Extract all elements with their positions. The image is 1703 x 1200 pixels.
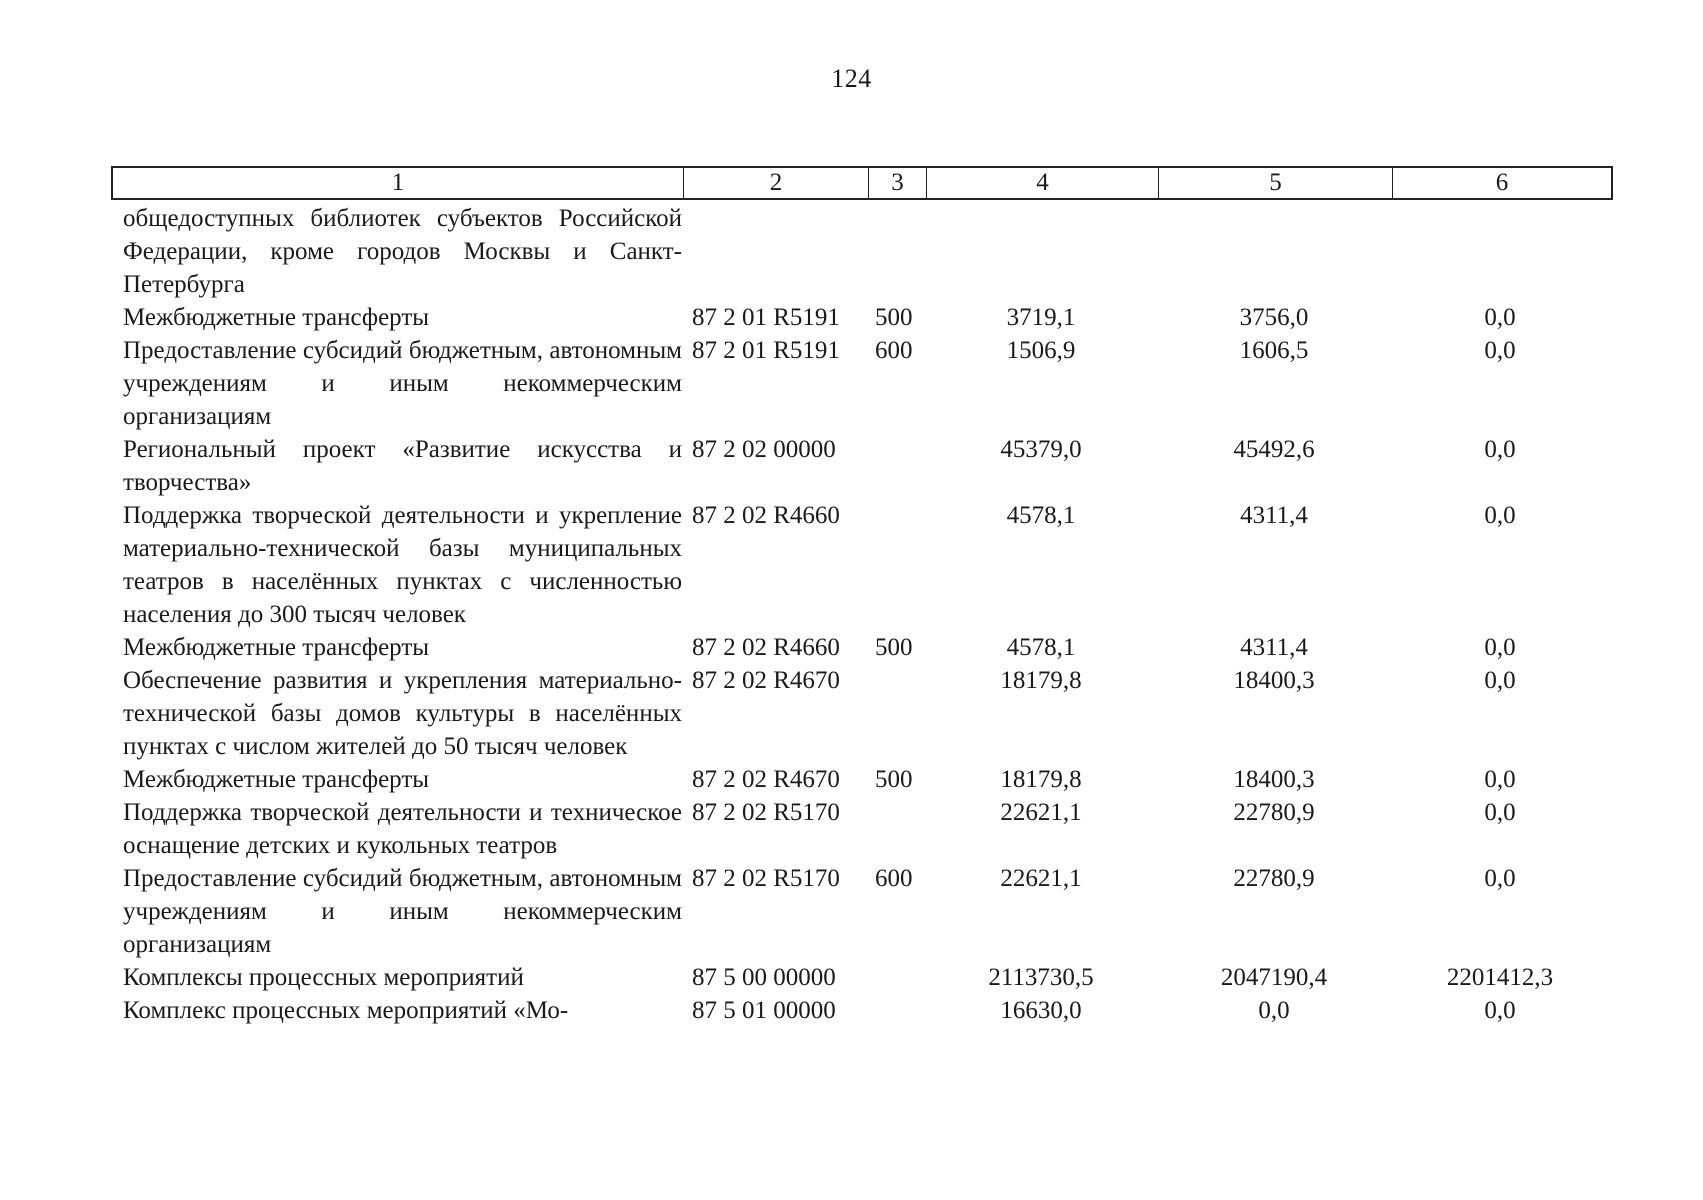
- row-value-2026: 0,0: [1484, 997, 1516, 1024]
- row-name: Обеспечение развития и укрепления материально-технической базы домов культуры в населённых пунктах с числом жителей до 50 тысяч человек: [123, 667, 682, 760]
- table-row: [111, 796, 1621, 862]
- row-value-2026: 0,0: [1484, 502, 1516, 529]
- row-code: 87 2 02 R4670: [692, 667, 840, 694]
- table-row: [111, 499, 1621, 631]
- header-col-5: 5: [1159, 168, 1393, 198]
- row-name: общедоступных библиотек субъектов Российской Федерации, кроме городов Москвы и Санкт-Петербурга: [123, 205, 682, 298]
- row-type: 600: [875, 337, 913, 364]
- row-name: Предоставление субсидий бюджетным, автономным учреждениям и иным некоммерческим организациям: [123, 865, 682, 958]
- table-header: [111, 166, 1613, 200]
- row-code: 87 2 01 R5191: [692, 304, 840, 331]
- row-type: [867, 202, 925, 301]
- header-col-1: 1: [113, 168, 684, 198]
- row-value-2026: 0,0: [1484, 865, 1516, 892]
- row-value-2024: 22621,1: [1000, 865, 1082, 892]
- row-value-2025: [1157, 202, 1391, 301]
- row-value-2025: 3756,0: [1239, 304, 1309, 331]
- row-name: Комплексы процессных мероприятий: [123, 964, 524, 991]
- row-name: Комплекс процессных мероприятий «Мо-: [123, 997, 569, 1024]
- row-name: Межбюджетные трансферты: [123, 304, 430, 331]
- row-value-2026: 0,0: [1484, 436, 1516, 463]
- row-code: 87 5 00 00000: [692, 964, 836, 991]
- row-value-2026: 0,0: [1484, 304, 1516, 331]
- row-value-2025: 45492,6: [1233, 436, 1315, 463]
- row-value-2026: 0,0: [1484, 634, 1516, 661]
- row-code: 87 5 01 00000: [692, 997, 836, 1024]
- row-value-2025: 22780,9: [1233, 799, 1315, 826]
- row-value-2025: 22780,9: [1233, 865, 1315, 892]
- row-value-2025: 4311,4: [1240, 502, 1308, 529]
- row-type: [867, 499, 925, 631]
- table-row: [111, 664, 1621, 763]
- row-value-2024: 4578,1: [1006, 502, 1076, 529]
- row-value-2025: 4311,4: [1240, 634, 1308, 661]
- row-code: [682, 202, 867, 301]
- row-code: 87 2 02 R4670: [692, 766, 840, 793]
- row-value-2026: 0,0: [1484, 799, 1516, 826]
- table-row: [111, 631, 1621, 664]
- row-type: [867, 796, 925, 862]
- row-value-2026: [1391, 202, 1609, 301]
- row-code: 87 2 02 R5170: [692, 865, 840, 892]
- table-row: [111, 994, 1621, 1027]
- table-row: [111, 763, 1621, 796]
- row-value-2025: 1606,5: [1239, 337, 1309, 364]
- row-value-2025: 18400,3: [1233, 766, 1315, 793]
- table-row: [111, 961, 1621, 994]
- table-row: [111, 202, 1621, 301]
- header-col-3: 3: [869, 168, 927, 198]
- row-value-2024: 16630,0: [1000, 997, 1082, 1024]
- row-value-2025: 0,0: [1258, 997, 1290, 1024]
- row-value-2024: 18179,8: [1000, 766, 1082, 793]
- table-row: [111, 433, 1621, 499]
- row-code: 87 2 02 R4660: [692, 502, 840, 529]
- row-type: 500: [875, 766, 913, 793]
- row-type: [867, 664, 925, 763]
- row-code: 87 2 02 R4660: [692, 634, 840, 661]
- row-value-2025: 18400,3: [1233, 667, 1315, 694]
- row-code: 87 2 02 R5170: [692, 799, 840, 826]
- row-value-2024: [925, 202, 1157, 301]
- row-type: [867, 961, 925, 994]
- table-body: [111, 202, 1621, 1027]
- row-name: Межбюджетные трансферты: [123, 766, 430, 793]
- row-name: Региональный проект «Развитие искусства и творчества»: [123, 436, 682, 496]
- row-code: 87 2 01 R5191: [692, 337, 840, 364]
- row-name: Поддержка творческой деятельности и техническое оснащение детских и кукольных театров: [123, 799, 682, 859]
- row-value-2025: 2047190,4: [1220, 964, 1328, 991]
- row-value-2024: 1506,9: [1006, 337, 1076, 364]
- row-name: Межбюджетные трансферты: [123, 634, 430, 661]
- page-number: 124: [831, 64, 872, 93]
- row-name: Предоставление субсидий бюджетным, автономным учреждениям и иным некоммерческим организациям: [123, 337, 682, 430]
- row-value-2026: 0,0: [1484, 766, 1516, 793]
- row-value-2024: 18179,8: [1000, 667, 1082, 694]
- row-type: 500: [875, 304, 913, 331]
- row-value-2024: 45379,0: [1000, 436, 1082, 463]
- table-row: [111, 862, 1621, 961]
- row-value-2026: 0,0: [1484, 667, 1516, 694]
- row-code: 87 2 02 00000: [692, 436, 836, 463]
- row-value-2026: 2201412,3: [1446, 964, 1554, 991]
- header-col-6: 6: [1495, 169, 1509, 196]
- row-value-2026: 0,0: [1484, 337, 1516, 364]
- table-row: [111, 301, 1621, 334]
- table-row: [111, 334, 1621, 433]
- row-value-2024: 22621,1: [1000, 799, 1082, 826]
- row-type: [867, 433, 925, 499]
- header-col-4: 4: [927, 168, 1159, 198]
- row-name: Поддержка творческой деятельности и укрепление материально-технической базы муниципальных театров в населённых пунктах с численностью населения до 300 тысяч человек: [123, 502, 682, 628]
- row-value-2024: 3719,1: [1006, 304, 1076, 331]
- row-type: 500: [875, 634, 913, 661]
- row-value-2024: 4578,1: [1006, 634, 1076, 661]
- row-value-2024: 2113730,5: [988, 964, 1094, 991]
- row-type: 600: [875, 865, 913, 892]
- header-col-2: 2: [684, 168, 869, 198]
- row-type: [867, 994, 925, 1027]
